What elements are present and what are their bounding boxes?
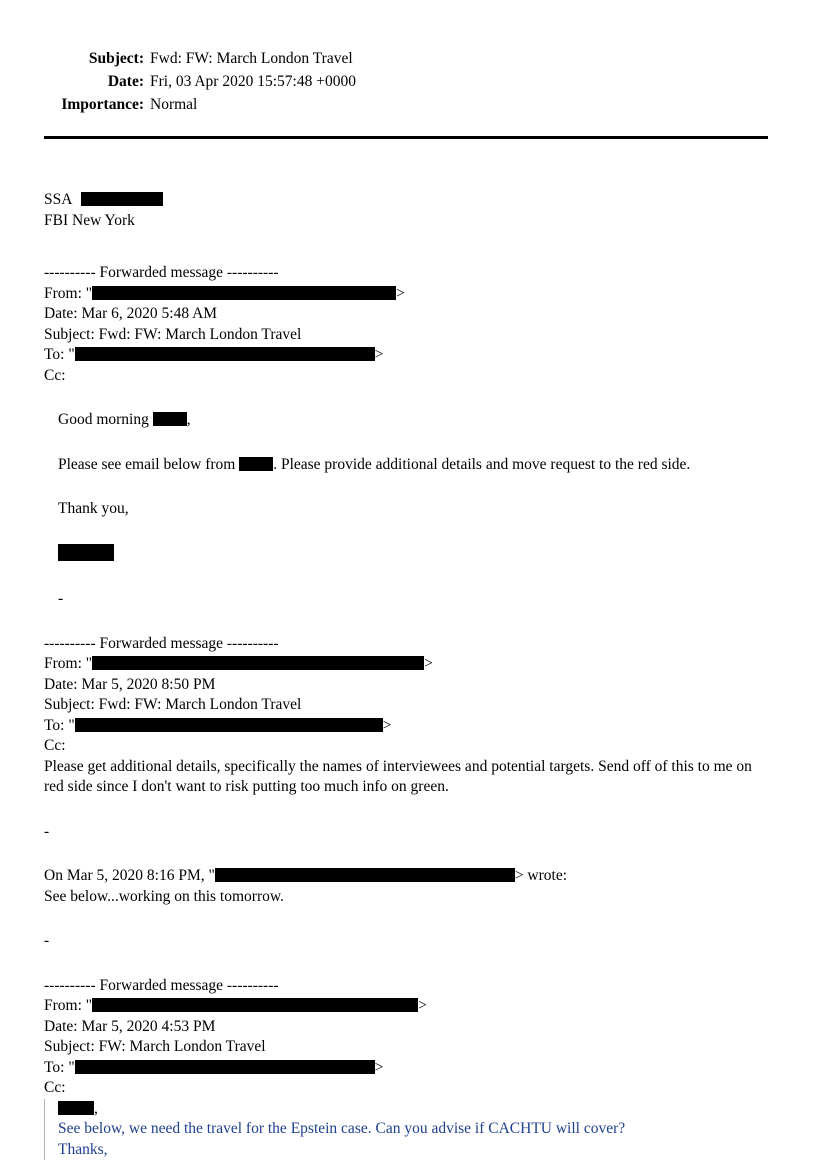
redaction-bar — [58, 544, 114, 561]
angle-bracket: > — [424, 655, 433, 672]
forward-separator-1: ---------- Forwarded message ---------- — [44, 263, 774, 284]
redaction-bar — [92, 998, 418, 1012]
spacer — [44, 231, 774, 263]
message2-to-line — [44, 716, 774, 737]
signature-office-line: FBI New York — [44, 211, 774, 232]
header-divider-rule — [44, 136, 768, 139]
redaction-bar — [239, 457, 273, 471]
forward-separator-2: ---------- Forwarded message ---------- — [44, 634, 774, 655]
message2-dash-2: - — [44, 931, 774, 952]
message1-content — [58, 410, 774, 610]
header-value-importance: Normal — [150, 94, 768, 116]
message2-cc-line: Cc: — [44, 736, 774, 757]
header-label-subject: Subject: — [48, 48, 150, 70]
message1-greeting — [58, 410, 774, 431]
redaction-bar — [75, 718, 383, 732]
message2-on-wrote-line — [44, 866, 774, 887]
greeting-comma: , — [187, 411, 191, 428]
message3-line-2: Thanks, — [58, 1140, 774, 1160]
message3-quoted-block — [44, 1099, 774, 1160]
angle-bracket: > — [418, 997, 427, 1014]
angle-bracket: > — [396, 285, 405, 302]
redaction-bar — [58, 1101, 94, 1115]
forward-separator-3: ---------- Forwarded message ---------- — [44, 976, 774, 997]
spacer — [58, 431, 774, 455]
paragraph-after-redaction: . Please provide additional details and move request to the red side. — [273, 456, 690, 473]
redaction-bar — [75, 347, 375, 361]
message3-line-1: See below, we need the travel for the Epstein case. Can you advise if CACHTU will cover? — [58, 1119, 774, 1140]
spacer — [44, 907, 774, 931]
message1-closing: Thank you, — [58, 499, 774, 520]
message2-dash: - — [44, 822, 774, 843]
redaction-bar — [75, 1060, 375, 1074]
message1-to-line — [44, 345, 774, 366]
on-date-prefix: On Mar 5, 2020 8:16 PM, " — [44, 867, 215, 884]
ssa-label: SSA — [44, 191, 72, 208]
email-header — [48, 48, 768, 117]
header-value-date: Fri, 03 Apr 2020 15:57:48 +0000 — [150, 71, 768, 93]
message1-signature-redaction — [58, 544, 774, 566]
spacer — [58, 520, 774, 544]
message1-dash: - — [58, 589, 774, 610]
spacer — [44, 386, 774, 410]
message1-paragraph — [58, 455, 774, 476]
spacer — [58, 565, 774, 589]
spacer — [44, 798, 774, 822]
from-label: From: " — [44, 285, 92, 302]
greeting-text: Good morning — [58, 411, 153, 428]
redaction-bar — [92, 286, 396, 300]
greeting-comma: , — [94, 1100, 98, 1117]
paragraph-before-redaction: Please see email below from — [58, 456, 239, 473]
spacer — [44, 842, 774, 866]
redaction-bar — [81, 192, 163, 206]
message3-from-line — [44, 996, 774, 1017]
redaction-bar — [153, 412, 187, 426]
message1-from-line — [44, 284, 774, 305]
email-body — [44, 190, 774, 1160]
spacer — [58, 475, 774, 499]
header-label-importance: Importance: — [48, 94, 150, 116]
message2-reply-line: See below...working on this tomorrow. — [44, 887, 774, 908]
message3-cc-line: Cc: — [44, 1078, 774, 1099]
angle-bracket: > — [375, 346, 384, 363]
redaction-bar — [92, 656, 424, 670]
header-value-subject: Fwd: FW: March London Travel — [150, 48, 768, 70]
header-label-date: Date: — [48, 71, 150, 93]
angle-bracket: > — [383, 717, 392, 734]
message3-date-line: Date: Mar 5, 2020 4:53 PM — [44, 1017, 774, 1038]
message1-cc-line: Cc: — [44, 366, 774, 387]
message2-from-line — [44, 654, 774, 675]
wrote-suffix: > wrote: — [515, 867, 567, 884]
message3-to-line — [44, 1058, 774, 1079]
message1-subject-line: Subject: Fwd: FW: March London Travel — [44, 325, 774, 346]
message2-subject-line: Subject: Fwd: FW: March London Travel — [44, 695, 774, 716]
spacer — [44, 952, 774, 976]
to-label: To: " — [44, 346, 75, 363]
redaction-bar — [215, 868, 515, 882]
to-label: To: " — [44, 717, 75, 734]
angle-bracket: > — [375, 1059, 384, 1076]
header-row-subject — [48, 48, 768, 70]
message1-date-line: Date: Mar 6, 2020 5:48 AM — [44, 304, 774, 325]
message2-paragraph: Please get additional details, specifically the names of interviewees and potential targets. Send off of this to me on red side since I don't want to risk putting too much info on green. — [44, 757, 774, 798]
header-row-importance — [48, 94, 768, 116]
from-label: From: " — [44, 655, 92, 672]
signature-ssa-line — [44, 190, 774, 211]
to-label: To: " — [44, 1059, 75, 1076]
from-label: From: " — [44, 997, 92, 1014]
message3-greeting-redaction — [58, 1099, 774, 1120]
header-row-date — [48, 71, 768, 93]
spacer — [44, 610, 774, 634]
message2-date-line: Date: Mar 5, 2020 8:50 PM — [44, 675, 774, 696]
message3-subject-line: Subject: FW: March London Travel — [44, 1037, 774, 1058]
